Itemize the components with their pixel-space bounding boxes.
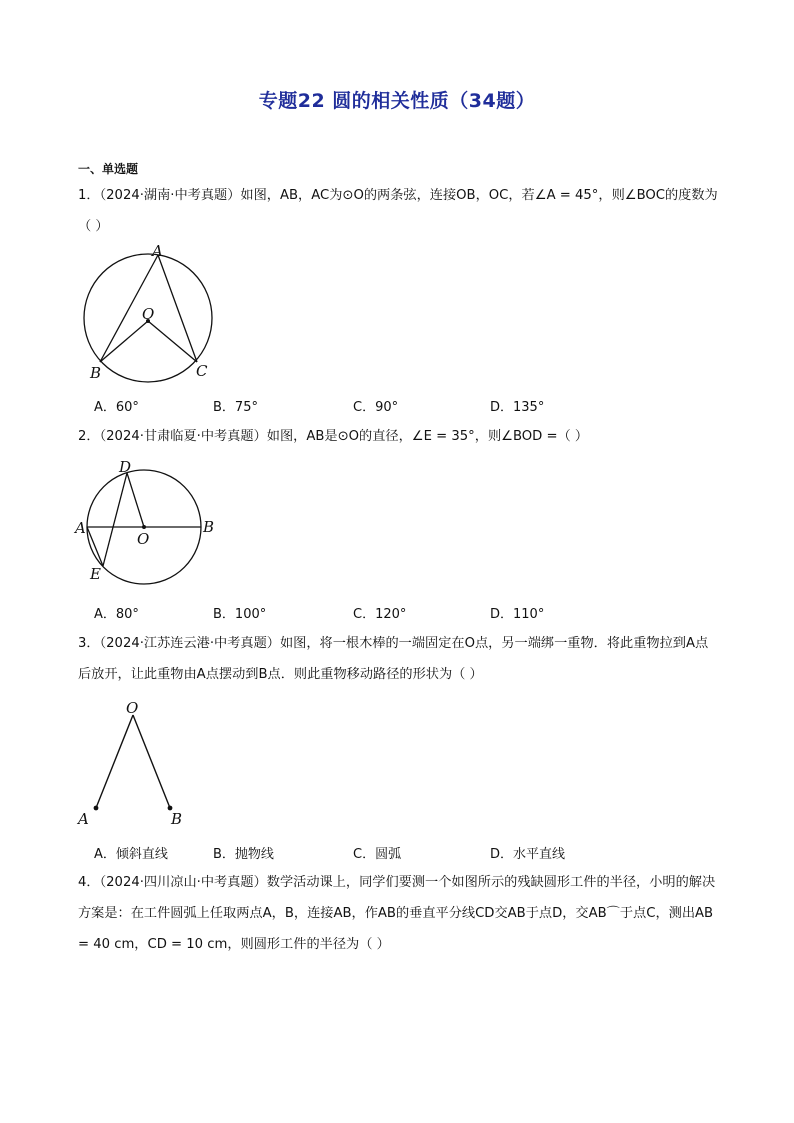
label-a: A bbox=[152, 242, 163, 260]
option-a[interactable]: A．80° bbox=[94, 607, 139, 622]
question-2-figure bbox=[70, 458, 230, 588]
question-2-options bbox=[94, 603, 714, 621]
rod-ob bbox=[133, 715, 170, 808]
label-o: O bbox=[137, 530, 150, 548]
label-b: B bbox=[203, 518, 215, 536]
question-3-text: 3．（2024·江苏连云港·中考真题）如图，将一根木棒的一端固定在O点，另一端绑一重物．将此重物拉到A点后放开，让此重物由A点摆动到B点．则此重物移动路径的形状为（ ） bbox=[78, 636, 709, 682]
segment-ob bbox=[100, 321, 148, 362]
label-b: B bbox=[90, 364, 102, 382]
option-c[interactable]: C．90° bbox=[353, 400, 399, 415]
chord-de bbox=[103, 473, 127, 566]
label-b: B bbox=[171, 810, 183, 828]
label-a: A bbox=[78, 810, 89, 828]
option-a[interactable]: A．倾斜直线 bbox=[94, 847, 168, 862]
label-c: C bbox=[196, 362, 208, 380]
option-d[interactable]: D．水平直线 bbox=[490, 847, 566, 862]
question-1-options bbox=[94, 396, 714, 414]
label-a: A bbox=[75, 519, 86, 537]
option-c[interactable]: C．圆弧 bbox=[353, 847, 402, 862]
question-4-text: 4．（2024·四川凉山·中考真题）数学活动课上，同学们要测一个如图所示的残缺圆形工件的半径，小明的解决方案是：在工件圆弧上任取两点A，B，连接AB，作AB的垂直平分线CD交AB于点D，交AB⌒于点C，测出AB = 40 cm，CD = 10 cm，则圆形工件的半径为（ ） bbox=[78, 875, 716, 952]
option-d[interactable]: D．110° bbox=[490, 607, 545, 622]
label-o: O bbox=[142, 305, 155, 323]
question-2-text: 2．（2024·甘肃临夏·中考真题）如图，AB是⊙O的直径，∠E = 35°，则∠BOD =（ ） bbox=[78, 429, 589, 444]
question-1-text: 1．（2024·湖南·中考真题）如图，AB，AC为⊙O的两条弦，连接OB，OC，若∠A = 45°，则∠BOC的度数为（ ） bbox=[78, 188, 718, 234]
question-3-options bbox=[94, 843, 714, 861]
option-b[interactable]: B．75° bbox=[213, 400, 258, 415]
option-b[interactable]: B．抛物线 bbox=[213, 847, 274, 862]
question-3-figure bbox=[70, 694, 200, 829]
option-a[interactable]: A．60° bbox=[94, 400, 139, 415]
rod-oa bbox=[96, 715, 133, 808]
option-c[interactable]: C．120° bbox=[353, 607, 407, 622]
option-d[interactable]: D．135° bbox=[490, 400, 545, 415]
question-1-figure bbox=[70, 240, 240, 390]
segment-od bbox=[127, 473, 144, 527]
section-heading: 一、单选题 bbox=[78, 162, 139, 176]
page-title: 专题22 圆的相关性质（34题） bbox=[258, 90, 536, 112]
center-point bbox=[142, 525, 146, 529]
option-b[interactable]: B．100° bbox=[213, 607, 267, 622]
point-a bbox=[94, 806, 99, 811]
label-o: O bbox=[126, 699, 139, 717]
chord-ae bbox=[87, 527, 103, 566]
label-d: D bbox=[119, 458, 132, 476]
label-e: E bbox=[90, 565, 101, 583]
